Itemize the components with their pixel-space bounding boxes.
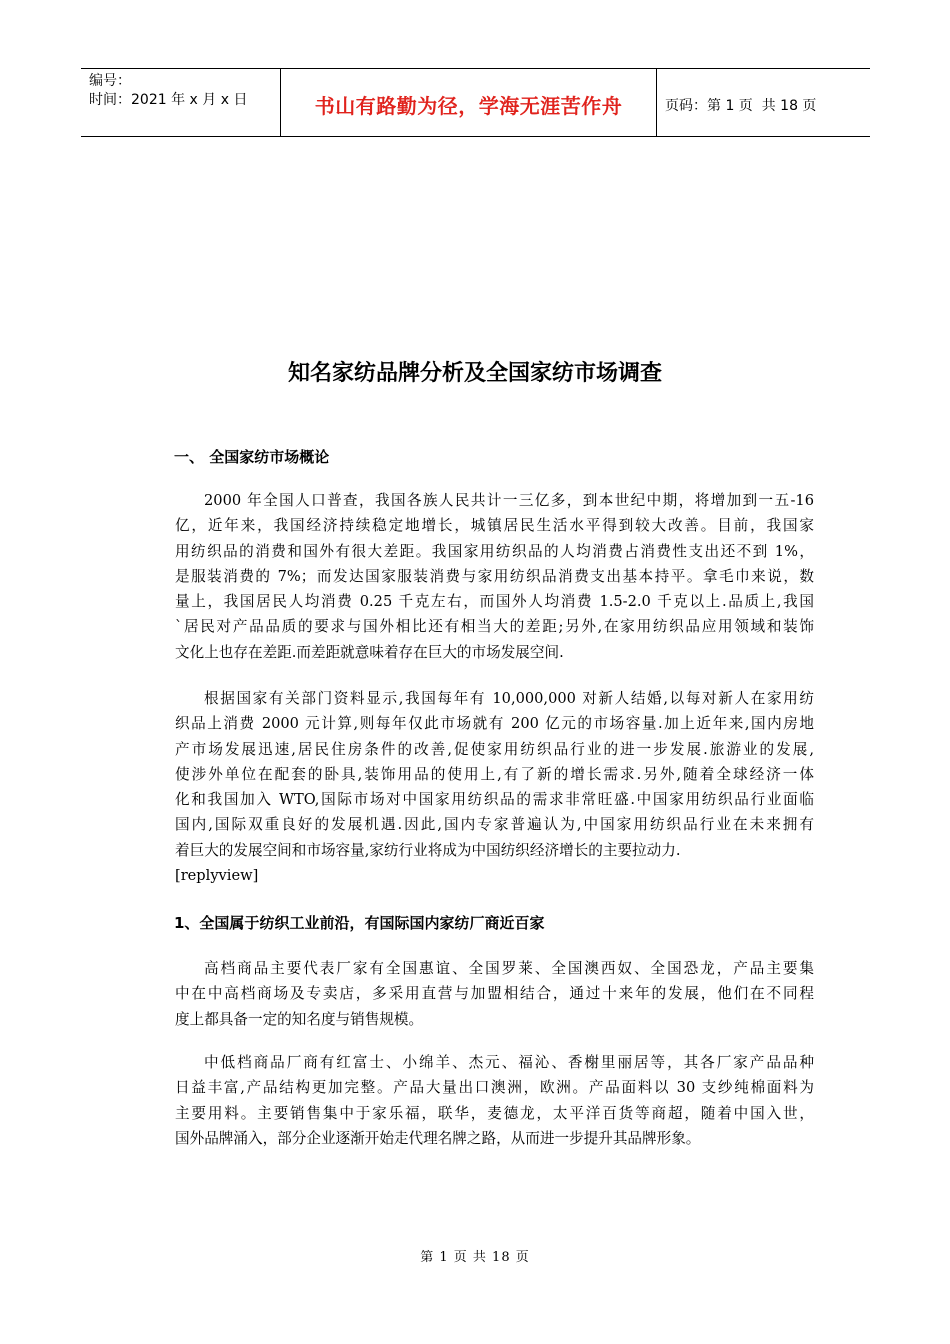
text-line: 量上，我国居民人均消费 0.25 千克左右，而国外人均消费 1.5-2.0 千克以上.品质上,我国 — [175, 593, 814, 611]
text-line: 使涉外单位在配套的卧具,装饰用品的使用上,有了新的增长需求.另外,随着全球经济一体 — [175, 765, 814, 783]
header-page-cell — [657, 69, 870, 136]
text-line: `居民对产品品质的要求与国外相比还有相当大的差距;另外,在家用纺织品应用领域和装饰 — [175, 618, 814, 636]
paragraph-high-end — [146, 956, 814, 1032]
text-line: 2000 年全国人口普查，我国各族人民共计一三亿多，到本世纪中期，将增加到一五-16 — [204, 492, 814, 509]
section-heading-overview: 一、 全国家纺市场概论 — [174, 448, 330, 466]
text-line: 中在中高档商场及专卖店，多采用直营与加盟相结合，通过十来年的发展，他们在不同程 — [175, 985, 814, 1003]
page-footer: 第 1 页 共 18 页 — [420, 1250, 530, 1265]
paragraph-population — [146, 488, 814, 665]
text-line: [replyview] — [175, 867, 259, 885]
paragraph-mid-low-end — [146, 1050, 814, 1151]
text-line: 主要用料。主要销售集中于家乐福，联华，麦德龙，太平洋百货等商超，随着中国入世， — [175, 1104, 814, 1122]
text-line: 织品上消费 2000 元计算,则每年仅此市场就有 200 亿元的市场容量.加上近年来,国内房地 — [175, 715, 814, 733]
text-line: 文化上也存在差距.而差距就意味着存在巨大的市场发展空间. — [175, 643, 564, 661]
text-line: 高档商品主要代表厂家有全国惠谊、全国罗莱、全国澳西奴、全国恐龙，产品主要集 — [204, 960, 814, 977]
paragraph-market-capacity — [146, 686, 814, 888]
text-line: 度上都具备一定的知名度与销售规模。 — [175, 1010, 424, 1028]
text-line: 是服装消费的 7%；而发达国家服装消费与家用纺织品消费支出基本持平。拿毛巾来说，数 — [175, 567, 814, 585]
header-page-label: 页码：第 1 页 共 18 页 — [665, 97, 817, 114]
header-motto: 书山有路勤为径，学海无涯苦作舟 — [281, 69, 657, 136]
text-line: 用纺织品的消费和国外有很大差距。我国家用纺织品的人均消费占消费性支出还不到 1%， — [175, 542, 814, 560]
text-line: 亿，近年来，我国经济持续稳定地增长，城镇居民生活水平得到较大改善。目前，我国家 — [175, 517, 814, 535]
header-info-cell — [81, 69, 281, 136]
section-heading-manufacturers: 1、全国属于纺织工业前沿，有国际国内家纺厂商近百家 — [174, 914, 545, 932]
text-line: 根据国家有关部门资料显示,我国每年有 10,000,000 对新人结婚,以每对新人在家用纺 — [204, 690, 814, 707]
document-title: 知名家纺品牌分析及全国家纺市场调查 — [287, 361, 662, 386]
text-line: 中低档商品厂商有红富士、小绵羊、杰元、福沁、香榭里丽居等，其各厂家产品品种 — [204, 1054, 814, 1071]
text-line: 日益丰富,产品结构更加完整。产品大量出口澳洲，欧洲。产品面料以 30 支纱纯棉面料为 — [175, 1079, 814, 1097]
text-line: 化和我国加入 WTO,国际市场对中国家用纺织品的需求非常旺盛.中国家用纺织品行业面临 — [175, 791, 814, 809]
text-line: 产市场发展迅速,居民住房条件的改善,促使家用纺织品行业的进一步发展.旅游业的发展, — [175, 740, 814, 758]
text-line: 国内,国际双重良好的发展机遇.因此,国内专家普遍认为,中国家用纺织品行业在未来拥有 — [175, 816, 814, 834]
text-line: 国外品牌涌入，部分企业逐渐开始走代理名牌之路，从而进一步提升其品牌形象。 — [175, 1129, 701, 1147]
page-header — [81, 68, 870, 137]
document-date-label: 时间：2021 年 x 月 x 日 — [89, 92, 248, 108]
text-line: 着巨大的发展空间和市场容量,家纺行业将成为中国纺织经济增长的主要拉动力. — [175, 841, 681, 859]
document-number-label: 编号： — [89, 73, 131, 89]
